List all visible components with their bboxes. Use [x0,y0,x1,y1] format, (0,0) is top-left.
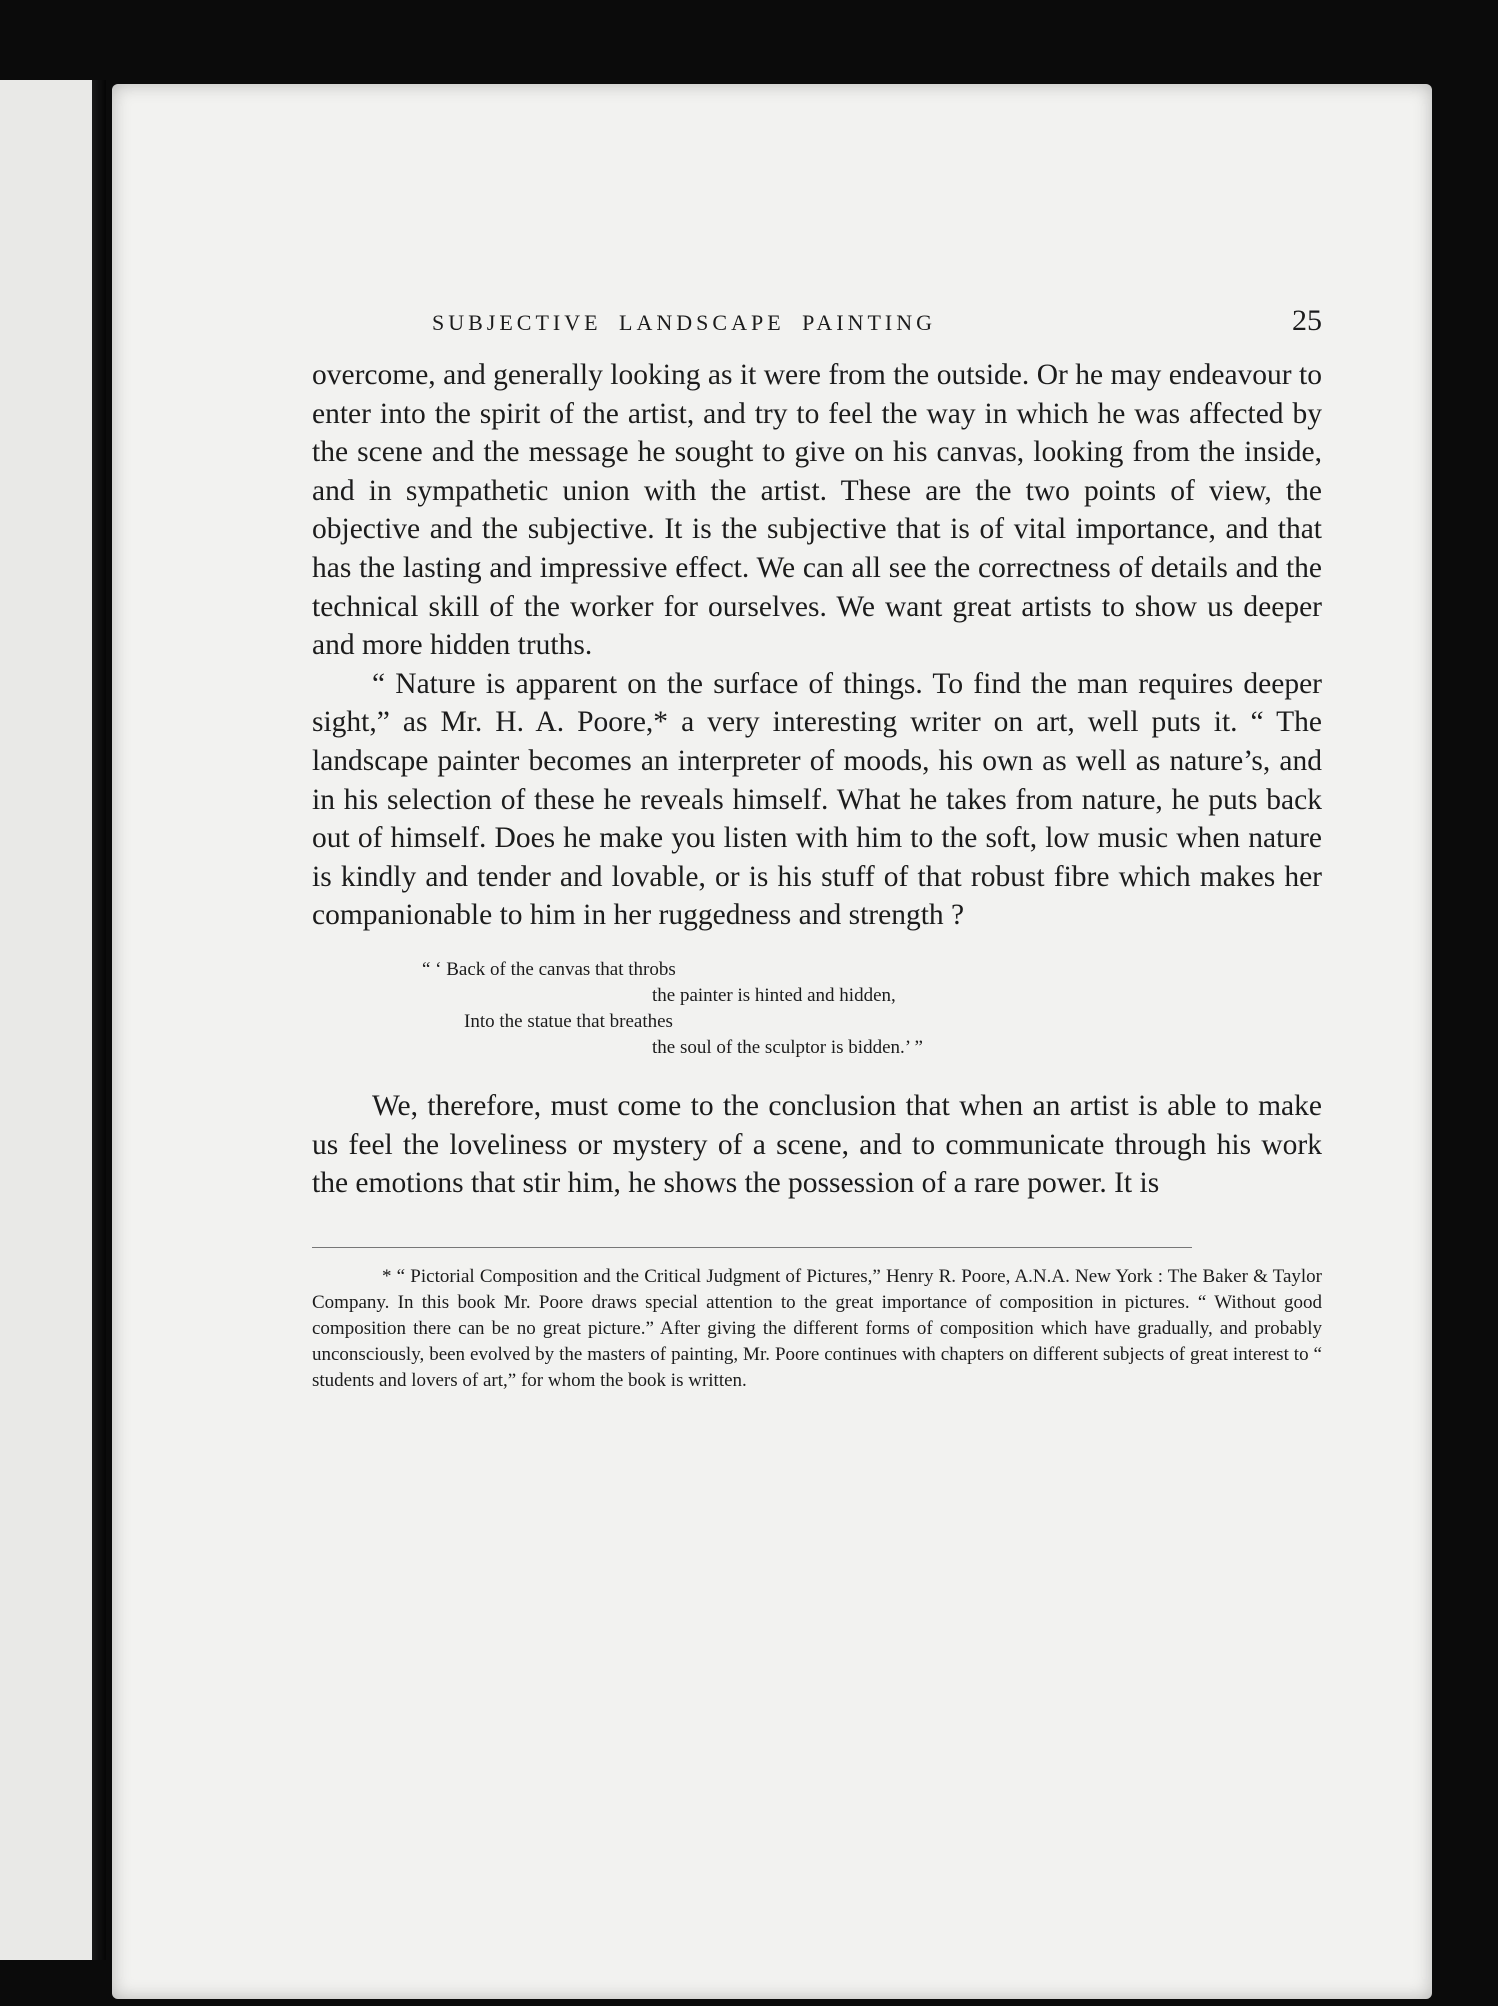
paragraph-continued: overcome, and generally looking as it were from the outside. Or he may endeavour to enter into the spirit of the artist, and try to feel the way in which he was affected by the scene and the message he sought to give on his canvas, looking from the inside, and in sympathetic union with the artist. These are the two points of view, the objective and the subjective. It is the subjective that is of vital importance, and that has the lasting and impressive effect. We can all see the correctness of details and the technical skill of the worker for ourselves. We want great artists to show us deeper and more hidden truths. [312,359,1322,662]
paragraph-quotation: “ Nature is apparent on the surface of things. To find the man requires deeper sight,” as Mr. H. A. Poore,* a very interesting writer on art, well puts it. “ The landscape painter becomes an interpreter of moods, his own as well as nature’s, and in his selection of these he reveals himself. What he takes from nature, he puts back out of himself. Does he make you listen with him to the soft, low music when nature is kindly and tender and lovable, or is his stuff of that robust fibre which makes her companionable to him in her ruggedness and strength ? [312,667,1322,932]
running-title: SUBJECTIVE LANDSCAPE PAINTING [432,310,936,335]
previous-page-edge [0,80,95,1960]
footnote-divider [312,1247,1192,1248]
verse-line: Into the statue that breathes [464,1010,673,1032]
page-number: 25 [1292,304,1322,337]
book-gutter-shadow [92,80,106,1960]
verse-line: the soul of the sculptor is bidden.’ ” [652,1036,923,1058]
footnote: * “ Pictorial Composition and the Critical Judgment of Pictures,” Henry R. Poore, A.N.A. New York : The Baker & Taylor Company. In this book Mr. Poore draws special attention to the great importance of composition in pictures. “ Without good composition there can be no great picture.” After giving the different forms of composition which have gradually, and probably unconsciously, been evolved by the masters of painting, Mr. Poore continues with chapters on different subjects of great interest to “ students and lovers of art,” for whom the book is written. [312,1265,1322,1391]
verse-quotation [312,957,1322,1061]
verse-line: “ ‘ Back of the canvas that throbs [422,958,676,980]
book-page [112,84,1432,1999]
verse-line: the painter is hinted and hidden, [652,984,896,1006]
paragraph-conclusion: We, therefore, must come to the conclusion that when an artist is able to make us feel the loveliness or mystery of a scene, and to communicate through his work the emotions that stir him, he shows the possession of a rare power. It is [312,1089,1322,1200]
running-header [312,304,1322,344]
page-text-block [312,304,1322,1394]
